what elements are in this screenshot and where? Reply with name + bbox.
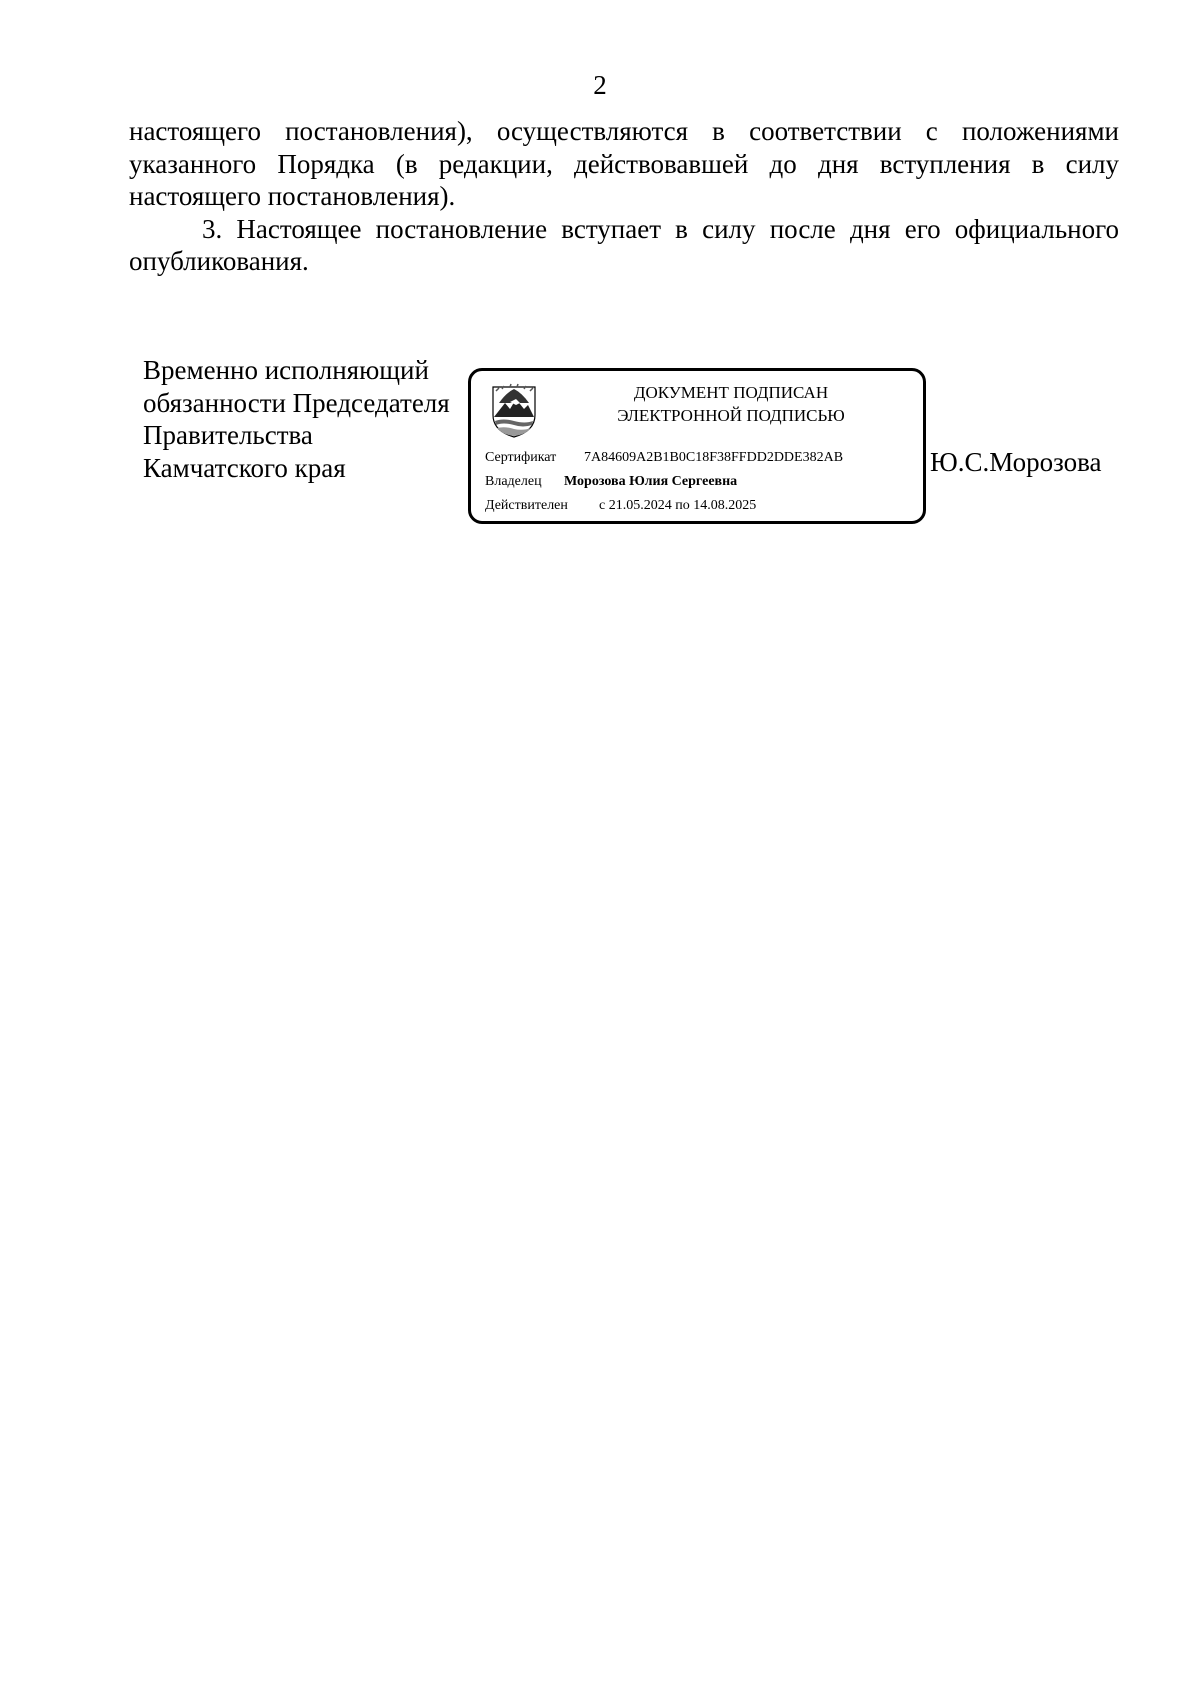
valid-to-prefix: по — [675, 498, 690, 513]
signer-position — [143, 354, 473, 484]
signer-position-line: Правительства — [143, 420, 313, 450]
stamp-heading — [581, 381, 881, 427]
certificate-value: 7A84609A2B1B0C18F38FFDD2DDE382AB — [584, 450, 844, 465]
page-number: 2 — [593, 70, 607, 100]
paragraph-item-3: 3. Настоящее постановление вступает в силу после дня его официального опубликования. — [129, 213, 1119, 276]
certificate-label: Сертификат — [485, 450, 557, 465]
signer-position-line: Временно исполняющий — [143, 355, 429, 385]
paragraph-continuation: настоящего постановления), осуществляются в соответствии с положениями указанного Порядка (в редакции, действовавшей до дня вступления в силу настоящего постановления). — [129, 116, 1119, 211]
signer-name: Ю.С.Морозова — [930, 447, 1102, 477]
stamp-certificate-row — [485, 449, 843, 467]
stamp-heading-line-1: ДОКУМЕНТ ПОДПИСАН — [633, 383, 829, 402]
electronic-signature-stamp — [468, 368, 926, 524]
signer-position-line: Камчатского края — [143, 452, 346, 483]
valid-from-date: 21.05.2024 — [608, 498, 672, 513]
document-body — [129, 115, 1119, 278]
valid-from-prefix: с — [599, 498, 606, 513]
owner-label: Владелец — [485, 474, 542, 489]
signer-position-line: обязанности Председателя — [143, 387, 450, 418]
stamp-owner-row — [485, 473, 737, 491]
stamp-heading-line-2: ЭЛЕКТРОННОЙ ПОДПИСЬЮ — [617, 406, 845, 425]
owner-value: Морозова Юлия Сергеевна — [564, 474, 738, 489]
kamchatka-coat-of-arms-icon — [491, 383, 537, 439]
valid-to-date: 14.08.2025 — [693, 498, 757, 513]
valid-label: Действителен — [485, 498, 568, 513]
stamp-validity-row — [485, 497, 756, 515]
